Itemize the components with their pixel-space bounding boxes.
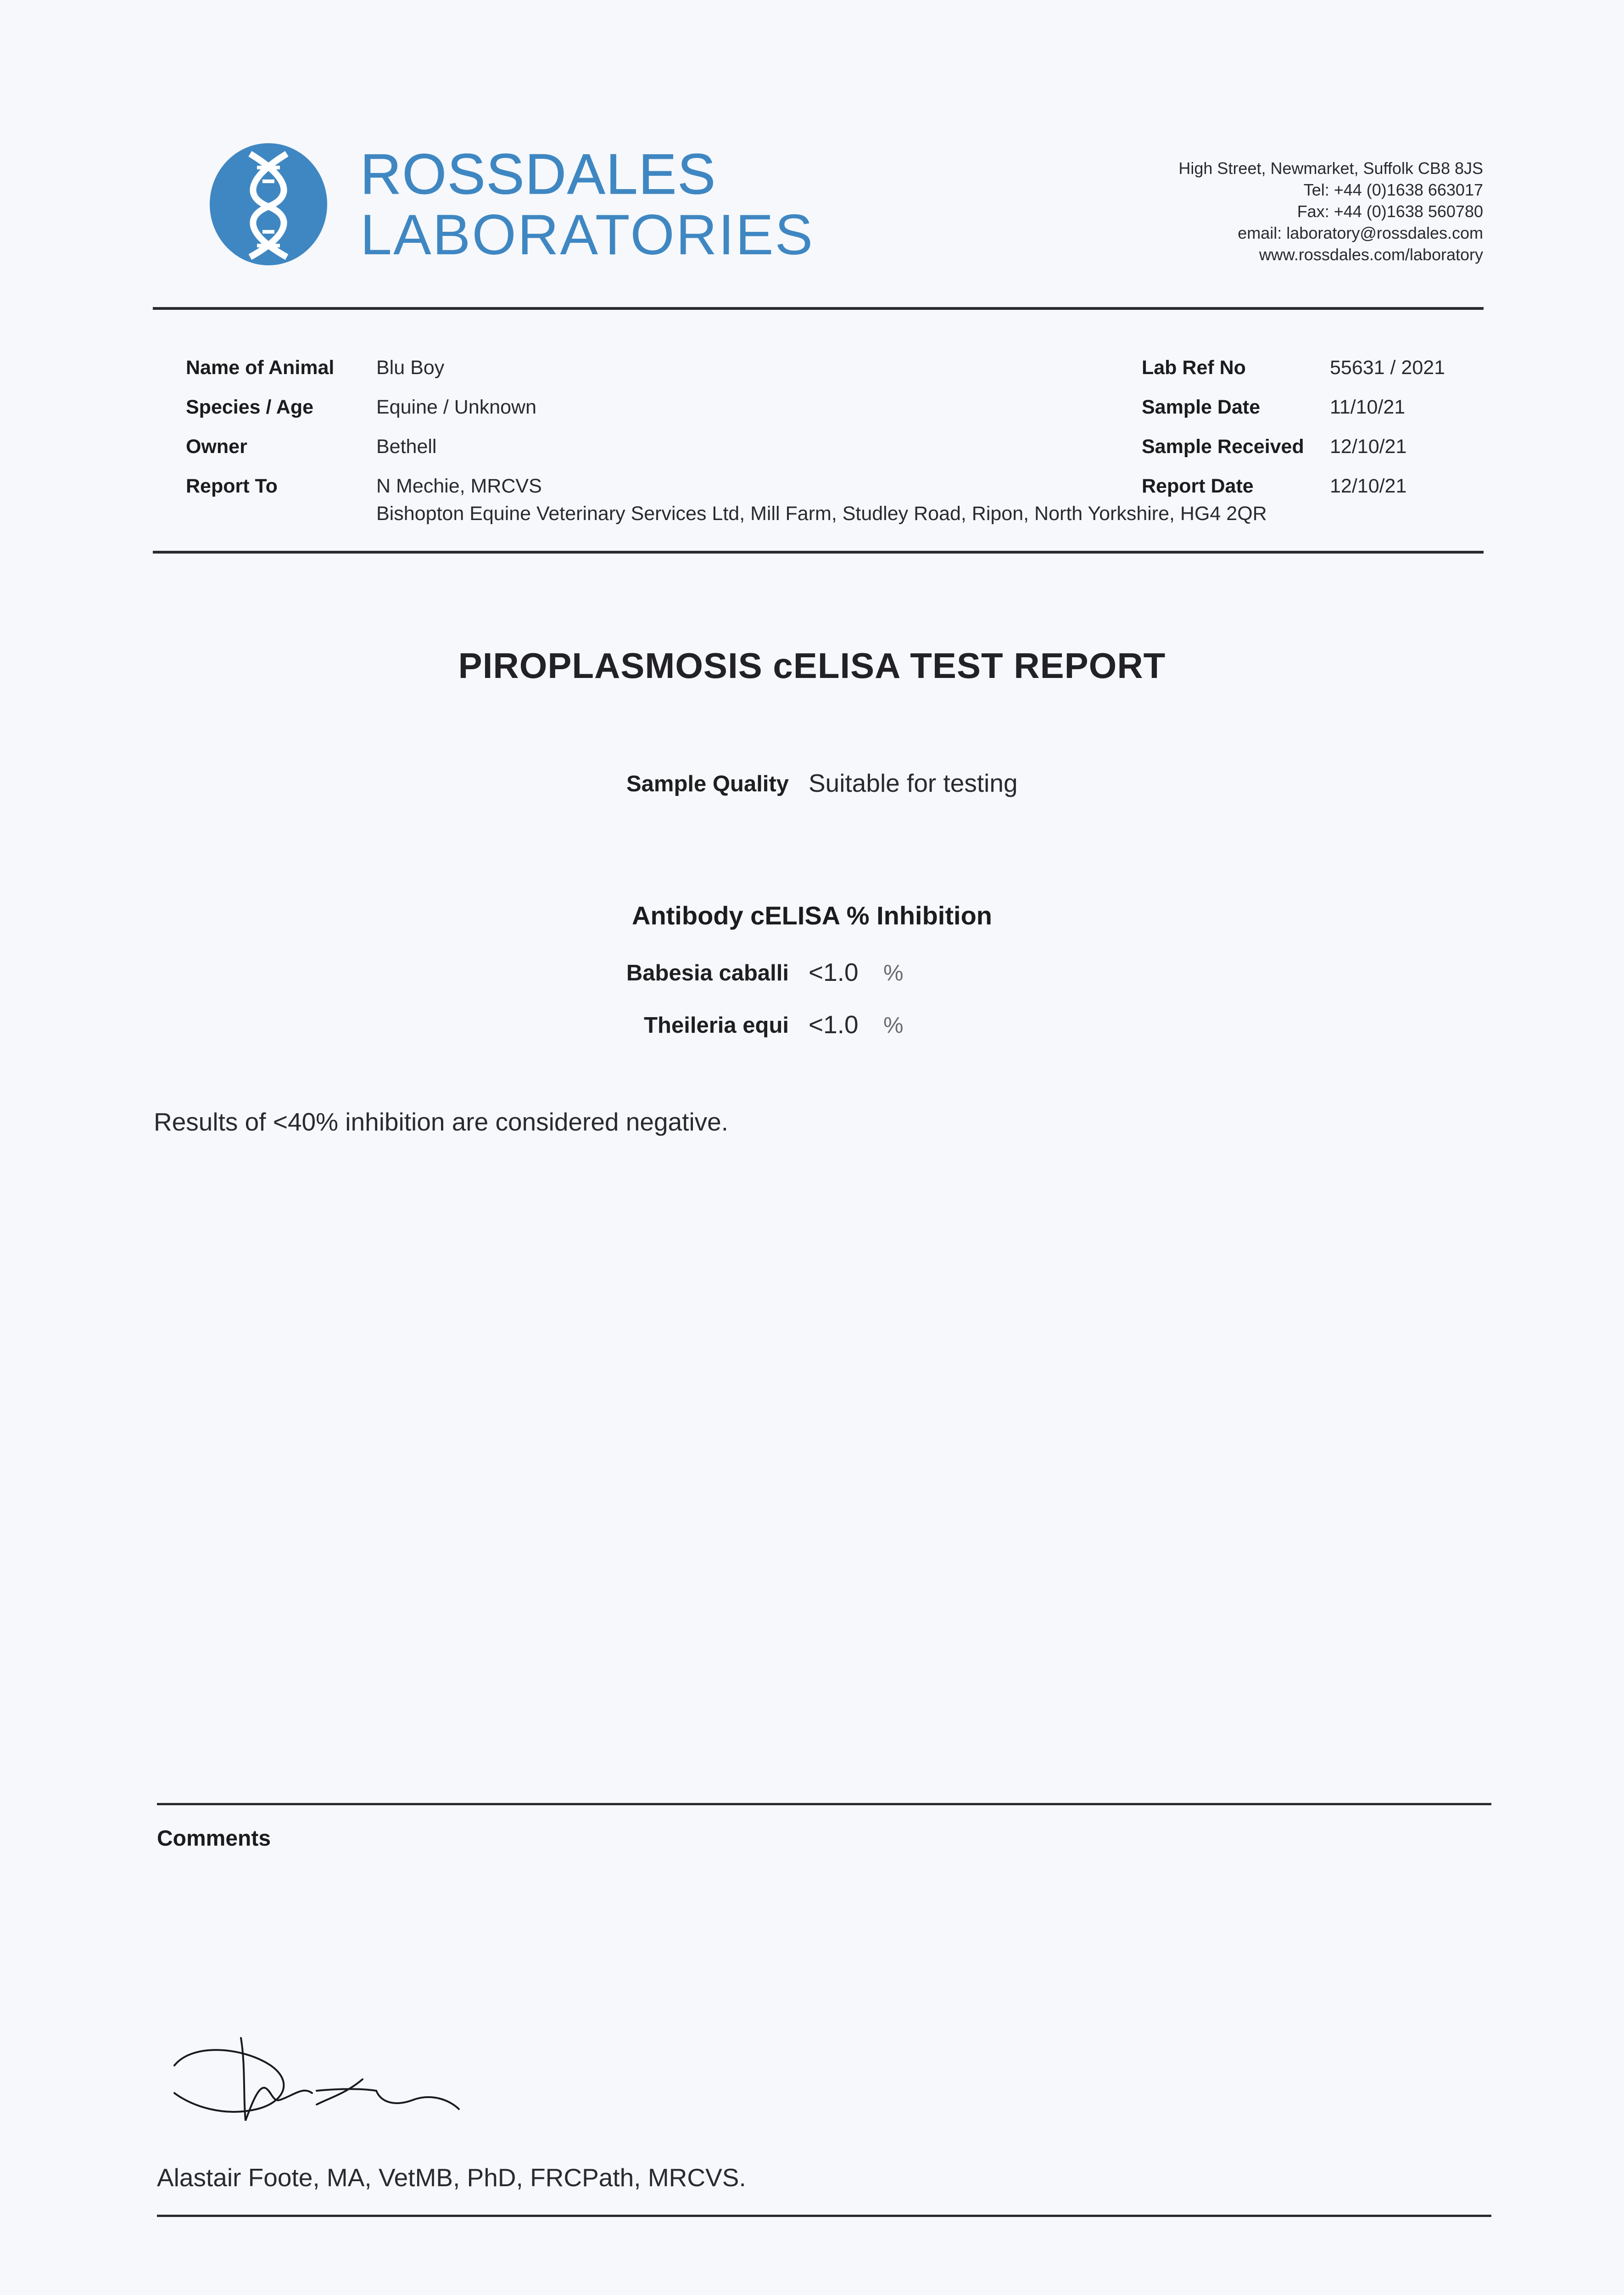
handwritten-signature: [165, 2010, 514, 2130]
address-website: www.rossdales.com/laboratory: [1259, 245, 1483, 264]
report-date-value: 12/10/21: [1330, 475, 1407, 497]
sample-date-value: 11/10/21: [1330, 396, 1406, 418]
sample-received-value: 12/10/21: [1330, 436, 1407, 458]
babesia-caballi-label: Babesia caballi: [626, 961, 789, 985]
report-title: PIROPLASMOSIS cELISA TEST REPORT: [458, 645, 1166, 686]
report-to-address: Bishopton Equine Veterinary Services Ltd, Mill Farm, Studley Road, Ripon, North Yorkshire, HG4 2QR: [376, 503, 1267, 525]
sample-date-label: Sample Date: [1142, 396, 1261, 418]
details-left-values: [376, 348, 542, 506]
company-logo-text: [360, 143, 815, 267]
owner-value: Bethell: [376, 436, 437, 458]
babesia-caballi-value: <1.0: [809, 958, 859, 986]
species-age-label: Species / Age: [186, 396, 314, 418]
results-heading: Antibody cELISA % Inhibition: [632, 901, 992, 930]
address-street: High Street, Newmarket, Suffolk CB8 8JS: [1178, 159, 1483, 178]
report-to-value: N Mechie, MRCVS: [376, 475, 542, 497]
company-address: [1178, 157, 1483, 265]
name-of-animal-label: Name of Animal: [186, 357, 335, 379]
details-right-values: [1330, 348, 1445, 506]
address-tel: Tel: +44 (0)1638 663017: [1303, 180, 1483, 199]
comments-divider: [157, 1803, 1491, 1805]
interpretation-note: Results of <40% inhibition are considered negative.: [154, 1108, 729, 1136]
species-age-value: Equine / Unknown: [376, 396, 536, 418]
logo-line-2: LABORATORIES: [360, 203, 815, 267]
theileria-equi-label: Theileria equi: [644, 1013, 789, 1038]
report-date-label: Report Date: [1142, 475, 1254, 497]
theileria-equi-unit: %: [883, 1013, 904, 1038]
comments-label: Comments: [157, 1826, 271, 1851]
name-of-animal-value: Blu Boy: [376, 357, 445, 379]
header-divider: [153, 307, 1484, 310]
dna-logo-icon: [206, 142, 330, 266]
lab-ref-value: 55631 / 2021: [1330, 357, 1445, 379]
report-to-label: Report To: [186, 475, 278, 497]
address-fax: Fax: +44 (0)1638 560780: [1297, 202, 1483, 221]
signatory-name: Alastair Foote, MA, VetMB, PhD, FRCPath, MRCVS.: [157, 2163, 746, 2192]
sample-quality-label: Sample Quality: [626, 772, 789, 796]
details-right-labels: [1142, 348, 1304, 506]
details-left-labels: [186, 348, 334, 506]
babesia-caballi-unit: %: [883, 961, 904, 985]
owner-label: Owner: [186, 436, 247, 458]
details-divider: [153, 551, 1484, 554]
sample-received-label: Sample Received: [1142, 436, 1304, 458]
lab-ref-label: Lab Ref No: [1142, 357, 1246, 379]
address-email: email: laboratory@rossdales.com: [1238, 224, 1483, 242]
logo-line-1: ROSSDALES: [360, 143, 717, 206]
footer-divider: [157, 2215, 1491, 2217]
theileria-equi-value: <1.0: [809, 1010, 859, 1039]
sample-quality-value: Suitable for testing: [809, 769, 1018, 797]
